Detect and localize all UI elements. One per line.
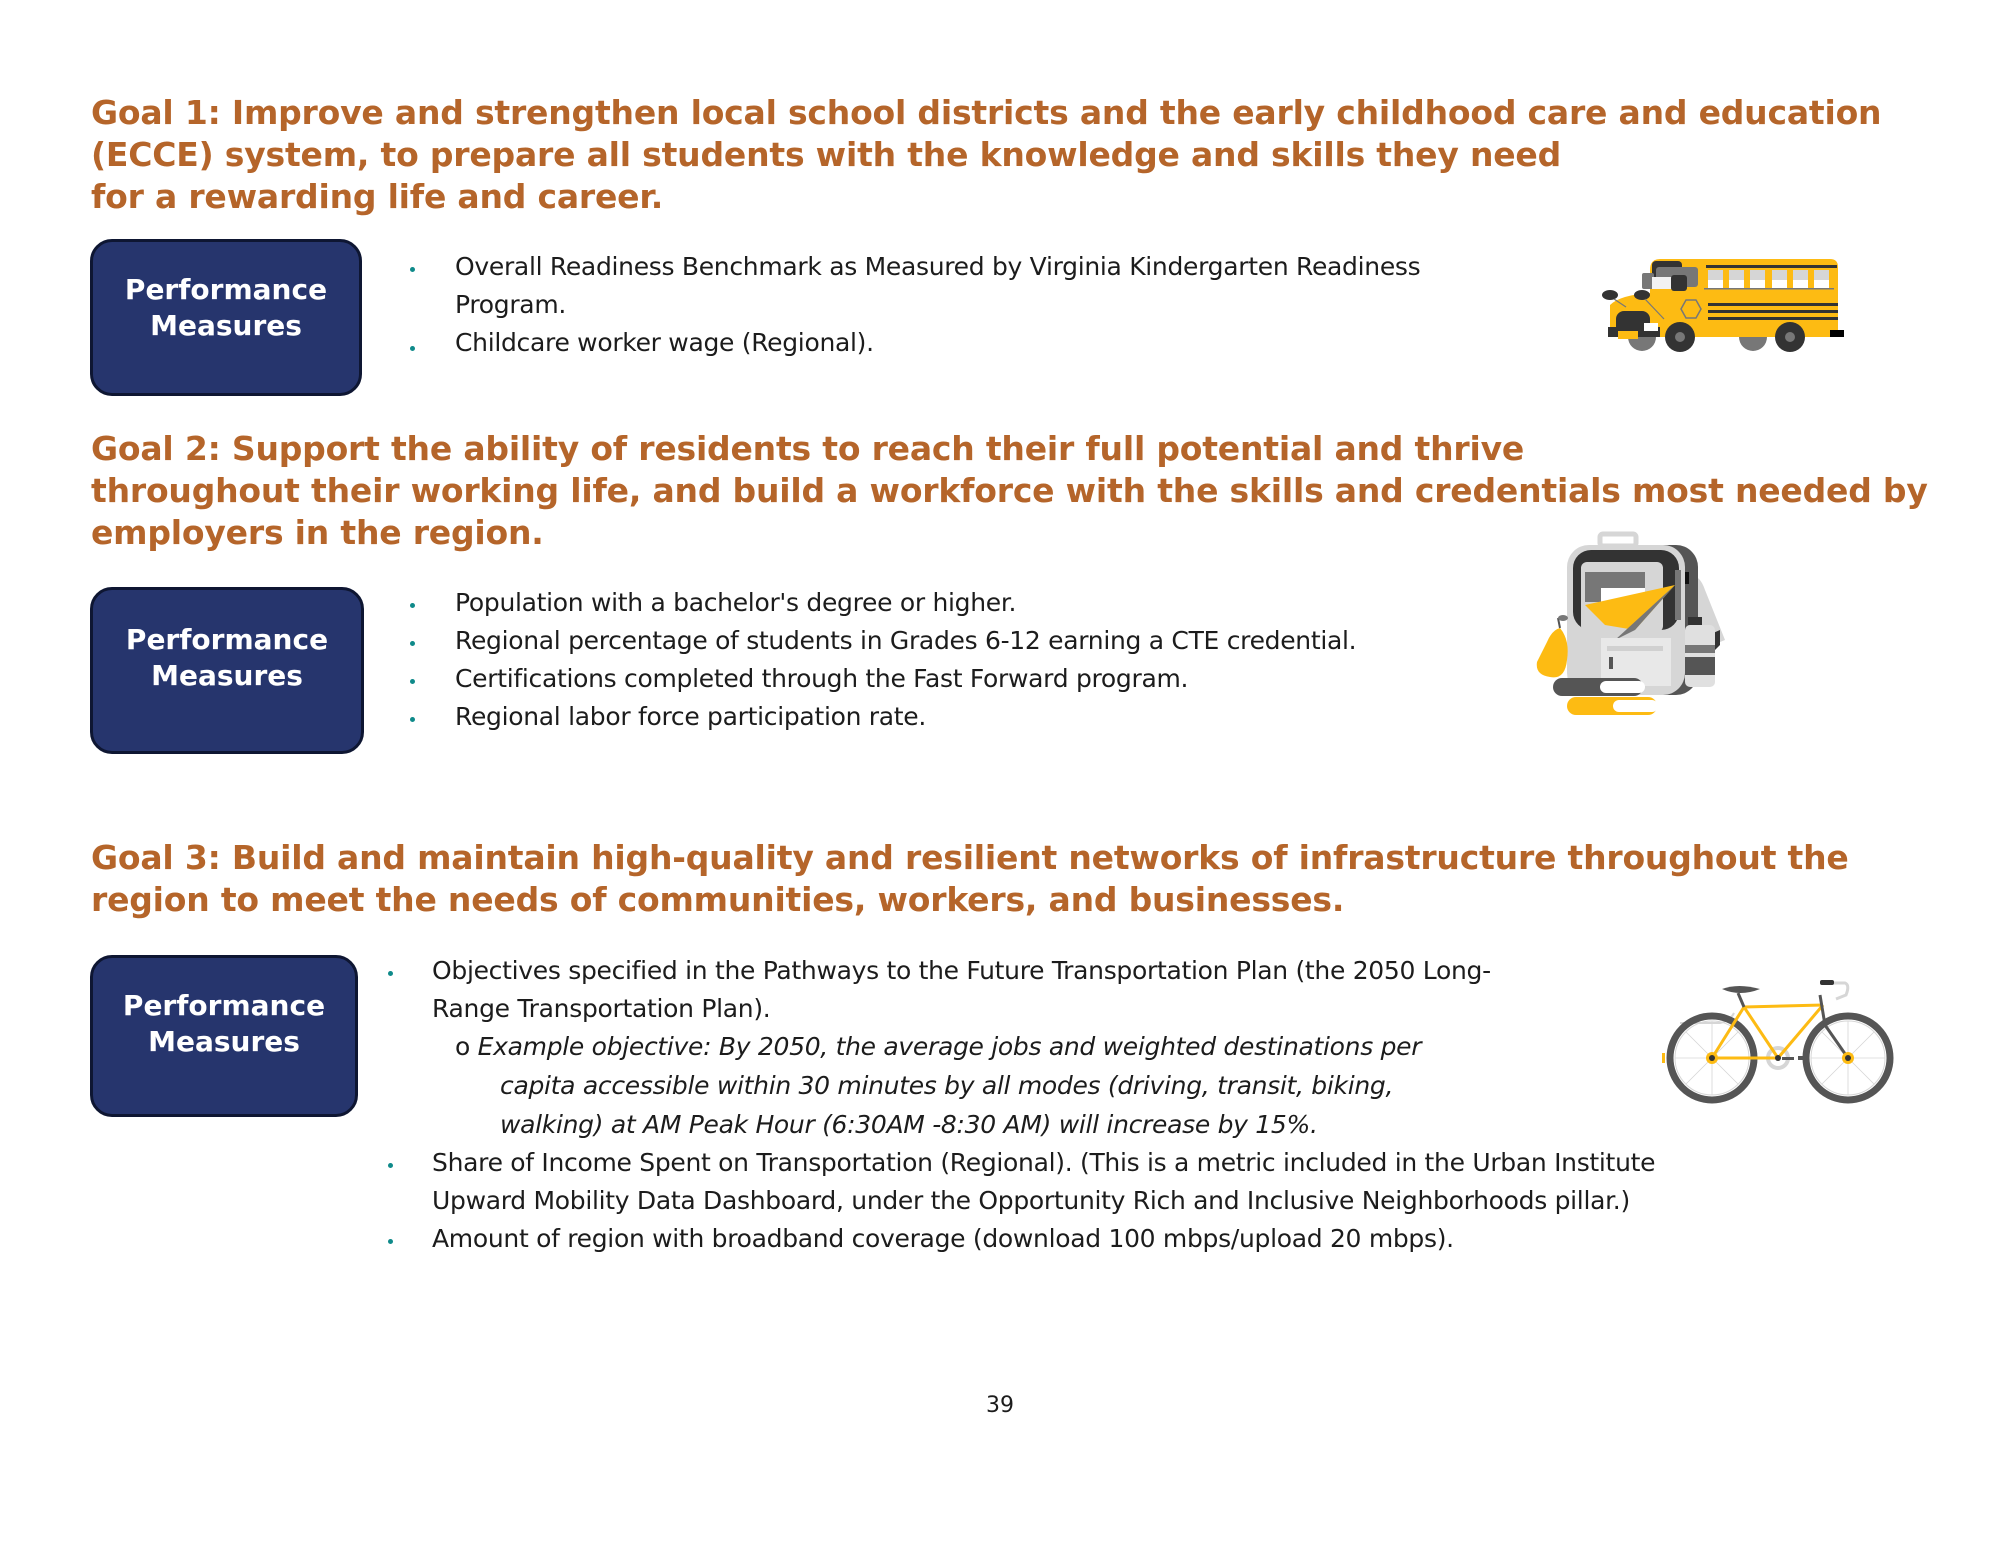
performance-measures-box-goal-1 bbox=[90, 239, 362, 396]
list-item bbox=[408, 248, 1420, 324]
measure-text: Regional percentage of students in Grades 6-12 earning a CTE credential. bbox=[455, 626, 1357, 655]
list-item bbox=[408, 324, 1420, 362]
sub-objective bbox=[386, 1028, 1655, 1144]
heading-line: (ECCE) system, to prepare all students with the knowledge and skills they need bbox=[91, 135, 1562, 174]
measure-text: Regional labor force participation rate. bbox=[455, 702, 927, 731]
list-item bbox=[408, 698, 1356, 736]
heading-line: Goal 1: Improve and strengthen local school districts and the early childhood care and education bbox=[91, 93, 1882, 132]
bullet-icon bbox=[388, 1163, 393, 1168]
list-item bbox=[386, 1144, 1655, 1220]
measure-text: Upward Mobility Data Dashboard, under the Opportunity Rich and Inclusive Neighborhoods pillar.) bbox=[432, 1186, 1630, 1215]
performance-measures-box-goal-3 bbox=[90, 955, 358, 1117]
goal-1-measures-list bbox=[408, 248, 1420, 362]
bullet-icon bbox=[388, 1239, 393, 1244]
heading-line: employers in the region. bbox=[91, 513, 544, 552]
list-item bbox=[408, 584, 1356, 622]
bullet-icon bbox=[410, 346, 415, 351]
bicycle-icon bbox=[1660, 975, 1895, 1105]
sub-objective-text: capita accessible within 30 minutes by all modes (driving, transit, biking, bbox=[500, 1071, 1394, 1100]
measure-text: Certifications completed through the Fast Forward program. bbox=[455, 664, 1189, 693]
backpack-icon bbox=[1525, 530, 1725, 715]
measure-text: Amount of region with broadband coverage (download 100 mbps/upload 20 mbps). bbox=[432, 1224, 1454, 1253]
performance-measures-box-goal-2 bbox=[90, 587, 364, 754]
box-label-line: Performance bbox=[124, 273, 328, 306]
list-item bbox=[408, 660, 1356, 698]
bullet-icon bbox=[410, 267, 415, 272]
school-bus-icon bbox=[1600, 255, 1850, 355]
heading-line: throughout their working life, and build a workforce with the skills and credentials most needed by bbox=[91, 471, 1928, 510]
sub-marker: o bbox=[455, 1032, 470, 1061]
goal-3-heading bbox=[91, 837, 1849, 921]
bullet-icon bbox=[410, 641, 415, 646]
list-item bbox=[386, 1220, 1655, 1258]
measure-text: Population with a bachelor's degree or higher. bbox=[455, 588, 1017, 617]
list-item bbox=[386, 952, 1655, 1144]
bullet-icon bbox=[410, 679, 415, 684]
measure-text: Objectives specified in the Pathways to the Future Transportation Plan (the 2050 Long- bbox=[432, 956, 1491, 985]
box-label-line: Measures bbox=[148, 1025, 300, 1058]
page-number: 39 bbox=[986, 1393, 1014, 1418]
heading-line: for a rewarding life and career. bbox=[91, 177, 664, 216]
measure-text: Program. bbox=[455, 290, 567, 319]
box-label-line: Measures bbox=[150, 309, 302, 342]
bullet-icon bbox=[410, 603, 415, 608]
list-item bbox=[408, 622, 1356, 660]
heading-line: region to meet the needs of communities, workers, and businesses. bbox=[91, 880, 1345, 919]
box-label-line: Measures bbox=[151, 659, 303, 692]
goal-3-measures-list bbox=[386, 952, 1655, 1258]
sub-objective-text: Example objective: By 2050, the average jobs and weighted destinations per bbox=[477, 1032, 1422, 1061]
heading-line: Goal 3: Build and maintain high-quality and resilient networks of infrastructure throughout the bbox=[91, 838, 1849, 877]
box-label-line: Performance bbox=[125, 623, 329, 656]
bullet-icon bbox=[388, 971, 393, 976]
goal-1-heading bbox=[91, 92, 1881, 218]
heading-line: Goal 2: Support the ability of residents to reach their full potential and thrive bbox=[91, 429, 1525, 468]
sub-objective-text: walking) at AM Peak Hour (6:30AM -8:30 AM) will increase by 15%. bbox=[500, 1110, 1318, 1139]
measure-text: Range Transportation Plan). bbox=[432, 994, 771, 1023]
bullet-icon bbox=[410, 717, 415, 722]
box-label-line: Performance bbox=[122, 989, 326, 1022]
measure-text: Share of Income Spent on Transportation (Regional). (This is a metric included in the Urban Institute bbox=[432, 1148, 1656, 1177]
measure-text: Childcare worker wage (Regional). bbox=[455, 328, 874, 357]
goal-2-measures-list bbox=[408, 584, 1356, 736]
measure-text: Overall Readiness Benchmark as Measured by Virginia Kindergarten Readiness bbox=[455, 252, 1421, 281]
